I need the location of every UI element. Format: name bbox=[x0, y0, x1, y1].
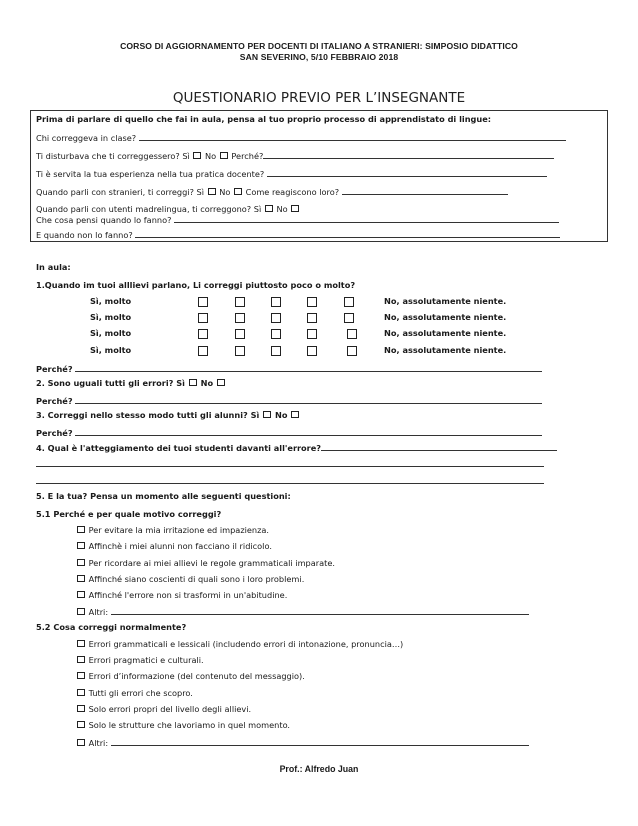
q51-option-label: Altri: bbox=[88, 607, 109, 617]
q52-option-label: Tutti gli errori che scopro. bbox=[88, 688, 193, 698]
q51-option-checkbox[interactable] bbox=[77, 526, 85, 533]
q52-option-checkbox[interactable] bbox=[77, 640, 85, 647]
scale-checkbox[interactable] bbox=[344, 313, 354, 323]
aula-q1: 1.Quando im tuoi alllievi parlano, Li correggi piuttosto poco o molto? bbox=[36, 280, 356, 290]
q52-option-checkbox[interactable] bbox=[77, 721, 85, 728]
box-q4-answer-line[interactable] bbox=[342, 186, 508, 195]
why-line-2 bbox=[36, 395, 542, 407]
q52-option bbox=[76, 688, 193, 699]
q51-option-label: Affinchè i miei alunni non facciano il ridicolo. bbox=[88, 541, 272, 551]
answer-rule[interactable] bbox=[36, 466, 544, 467]
aula-q5: 5. E la tua? Pensa un momento alle seguenti questioni: bbox=[36, 491, 291, 501]
scale-checkbox[interactable] bbox=[307, 346, 317, 356]
box-q7-answer-line[interactable] bbox=[135, 229, 560, 238]
scale-checkbox[interactable] bbox=[347, 346, 357, 356]
answer-rule[interactable] bbox=[36, 483, 544, 484]
box-q3-label: Ti è servita la tua esperienza nella tua pratica docente? bbox=[36, 169, 265, 179]
scale-checkbox[interactable] bbox=[235, 329, 245, 339]
scale-left-label-3: Sì, molto bbox=[90, 328, 132, 338]
scale-checkbox[interactable] bbox=[198, 329, 208, 339]
q51-option-checkbox[interactable] bbox=[77, 575, 85, 582]
box-q2-answer-line[interactable] bbox=[263, 150, 554, 159]
why-answer-line[interactable] bbox=[75, 363, 542, 372]
box-q4-no-checkbox[interactable] bbox=[234, 188, 242, 195]
box-q5-no-label: No bbox=[276, 204, 288, 214]
q52-option bbox=[76, 671, 305, 682]
aula-q2-no-label: No bbox=[200, 378, 214, 388]
box-q2-why-label: Perché? bbox=[231, 151, 264, 161]
scale-left-label-2: Sì, molto bbox=[90, 312, 132, 322]
scale-checkbox[interactable] bbox=[198, 297, 208, 307]
aula-q3-yes-checkbox[interactable] bbox=[263, 411, 271, 418]
scale-right-label-1: No, assolutamente niente. bbox=[384, 296, 507, 306]
q51-option bbox=[76, 541, 272, 552]
box-q2-yes-checkbox[interactable] bbox=[193, 152, 201, 159]
scale-checkbox[interactable] bbox=[198, 346, 208, 356]
q51-option bbox=[76, 558, 335, 569]
q51-option-checkbox[interactable] bbox=[77, 591, 85, 598]
box-q7-label: E quando non lo fanno? bbox=[36, 230, 133, 240]
why-answer-line[interactable] bbox=[75, 395, 542, 404]
scale-checkbox[interactable] bbox=[307, 297, 317, 307]
q52-option-label: Solo errori propri del livello degli allievi. bbox=[88, 704, 252, 714]
q51-option-label: Affinché l'errore non si trasformi in un'abitudine. bbox=[88, 590, 288, 600]
aula-q3-no-checkbox[interactable] bbox=[291, 411, 299, 418]
box-q5-label: Quando parli con utenti madrelingua, ti correggono? Sì bbox=[36, 204, 262, 214]
scale-checkbox[interactable] bbox=[271, 313, 281, 323]
q52-option-checkbox[interactable] bbox=[77, 689, 85, 696]
box-q7 bbox=[36, 229, 560, 241]
aula-q4-answer-line[interactable] bbox=[321, 442, 557, 451]
box-q2-label: Ti disturbava che ti correggessero? Sì bbox=[36, 151, 190, 161]
box-intro: Prima di parlare di quello che fai in aula, pensa al tuo proprio processo di apprendistato di lingue: bbox=[36, 114, 492, 124]
q52-option bbox=[76, 720, 290, 731]
q52-option-label: Solo le strutture che lavoriamo in quel momento. bbox=[88, 720, 291, 730]
scale-right-label-2: No, assolutamente niente. bbox=[384, 312, 507, 322]
box-q3-answer-line[interactable] bbox=[267, 168, 547, 177]
q51-option-label: Per evitare la mia irritazione ed impazienza. bbox=[88, 525, 270, 535]
aula-q2 bbox=[36, 378, 226, 389]
box-q6-label: Che cosa pensi quando lo fanno? bbox=[36, 215, 172, 225]
aula-q4 bbox=[36, 442, 557, 454]
scale-right-label-3: No, assolutamente niente. bbox=[384, 328, 507, 338]
box-q6 bbox=[36, 214, 559, 226]
scale-checkbox[interactable] bbox=[344, 297, 354, 307]
q51-option-label: Affinché siano coscienti di quali sono i loro problemi. bbox=[88, 574, 305, 584]
box-q1-label: Chi correggeva in clase? bbox=[36, 133, 137, 143]
scale-checkbox[interactable] bbox=[235, 313, 245, 323]
course-location-date: SAN SEVERINO, 5/10 FEBBRAIO 2018 bbox=[239, 52, 399, 62]
why-label: Perché? bbox=[36, 364, 73, 374]
q52-option-checkbox[interactable] bbox=[77, 739, 85, 746]
box-q4-yes-checkbox[interactable] bbox=[208, 188, 216, 195]
scale-left-label-1: Sì, molto bbox=[90, 296, 132, 306]
footer-author: Prof.: Alfredo Juan bbox=[279, 764, 359, 774]
q52-option-label: Errori grammaticali e lessicali (includendo errori di intonazione, pronuncia…) bbox=[88, 639, 404, 649]
aula-q2-yes-checkbox[interactable] bbox=[189, 379, 197, 386]
box-q4-no-label: No bbox=[219, 187, 231, 197]
q51-option bbox=[76, 590, 287, 601]
why-answer-line[interactable] bbox=[75, 427, 542, 436]
why-line-3 bbox=[36, 427, 542, 439]
aula-heading: In aula: bbox=[36, 262, 71, 272]
scale-checkbox[interactable] bbox=[271, 329, 281, 339]
box-q2-no-label: No bbox=[205, 151, 217, 161]
scale-checkbox[interactable] bbox=[307, 313, 317, 323]
q52-option bbox=[76, 737, 529, 749]
q52-option-label: Errori pragmatici e culturali. bbox=[88, 655, 204, 665]
aula-q51: 5.1 Perché e per quale motivo correggi? bbox=[36, 509, 222, 519]
page-title: QUESTIONARIO PREVIO PER L’INSEGNANTE bbox=[172, 90, 466, 106]
aula-q3-label: 3. Correggi nello stesso modo tutti gli alunni? Sì bbox=[36, 410, 260, 420]
scale-checkbox[interactable] bbox=[271, 346, 281, 356]
box-q4-reaction-label: Come reagiscono loro? bbox=[245, 187, 340, 197]
q51-option-checkbox[interactable] bbox=[77, 608, 85, 615]
box-q2-no-checkbox[interactable] bbox=[220, 152, 228, 159]
why-label: Perché? bbox=[36, 396, 73, 406]
q52-option-checkbox[interactable] bbox=[77, 672, 85, 679]
scale-left-label-4: Sì, molto bbox=[90, 345, 132, 355]
scale-checkbox[interactable] bbox=[271, 297, 281, 307]
q51-option bbox=[76, 606, 529, 618]
box-q1 bbox=[36, 132, 566, 144]
aula-q2-no-checkbox[interactable] bbox=[217, 379, 225, 386]
aula-q3-no-label: No bbox=[275, 410, 288, 420]
box-q5-yes-checkbox[interactable] bbox=[265, 205, 273, 212]
q52-option-checkbox[interactable] bbox=[77, 705, 85, 712]
q51-option bbox=[76, 525, 269, 536]
scale-checkbox[interactable] bbox=[198, 313, 208, 323]
scale-checkbox[interactable] bbox=[307, 329, 317, 339]
why-line-1 bbox=[36, 363, 542, 375]
box-q5-no-checkbox[interactable] bbox=[291, 205, 299, 212]
box-q4 bbox=[36, 186, 508, 198]
q52-option bbox=[76, 639, 403, 650]
scale-right-label-4: No, assolutamente niente. bbox=[384, 345, 507, 355]
box-q1-answer-line[interactable] bbox=[139, 132, 566, 141]
q52-option-checkbox[interactable] bbox=[77, 656, 85, 663]
scale-checkbox[interactable] bbox=[235, 297, 245, 307]
q51-option-checkbox[interactable] bbox=[77, 542, 85, 549]
q52-option-label: Altri: bbox=[88, 738, 109, 748]
why-label: Perché? bbox=[36, 428, 73, 438]
q51-option-label: Per ricordare ai miei allievi le regole grammaticali imparate. bbox=[88, 558, 335, 568]
box-q4-label: Quando parli con stranieri, ti correggi? Sì bbox=[36, 187, 205, 197]
q51-option-checkbox[interactable] bbox=[77, 559, 85, 566]
scale-checkbox[interactable] bbox=[347, 329, 357, 339]
aula-q4-label: 4. Qual è l'atteggiamento dei tuoi studenti davanti all'errore? bbox=[36, 443, 322, 453]
aula-q52: 5.2 Cosa correggi normalmente? bbox=[36, 622, 187, 632]
q51-option bbox=[76, 574, 304, 585]
q52-option bbox=[76, 704, 251, 715]
q51-other-answer-line[interactable] bbox=[111, 606, 529, 615]
q52-other-answer-line[interactable] bbox=[111, 737, 529, 746]
q52-option-label: Errori d’informazione (del contenuto del messaggio). bbox=[88, 671, 305, 681]
box-q6-answer-line[interactable] bbox=[174, 214, 559, 223]
aula-q3 bbox=[36, 410, 300, 421]
box-q2 bbox=[36, 150, 554, 162]
course-title: CORSO DI AGGIORNAMENTO PER DOCENTI DI ITALIANO A STRANIERI: SIMPOSIO DIDATTICO bbox=[120, 41, 518, 51]
scale-checkbox[interactable] bbox=[235, 346, 245, 356]
aula-q2-label: 2. Sono uguali tutti gli errori? Sì bbox=[36, 378, 185, 388]
q52-option bbox=[76, 655, 204, 666]
box-q3 bbox=[36, 168, 547, 180]
